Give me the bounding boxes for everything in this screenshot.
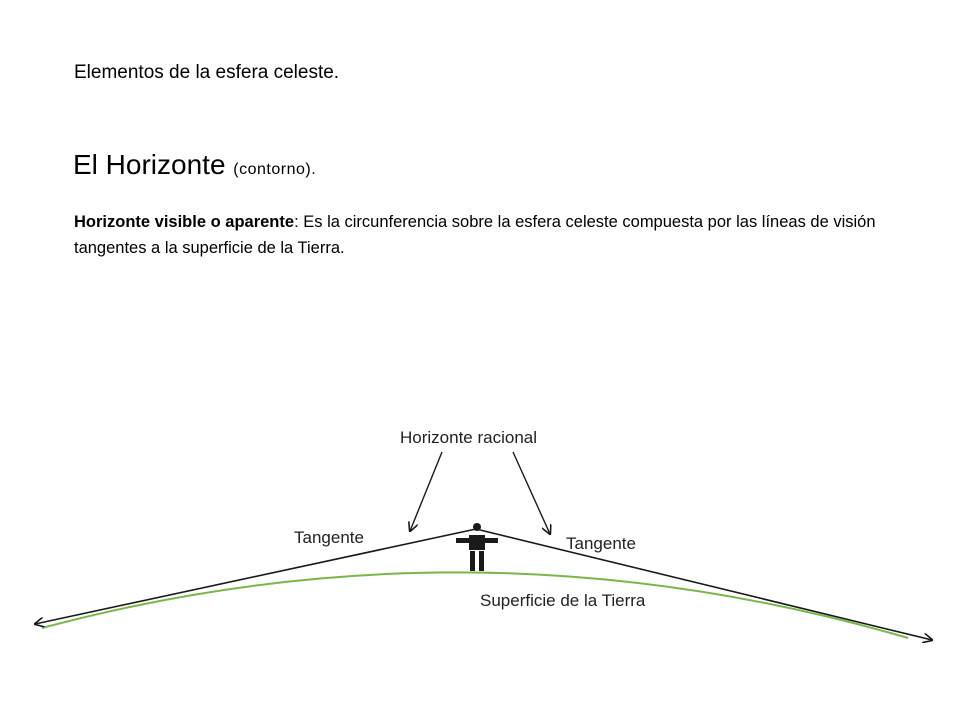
rational-horizon-arrow-left xyxy=(410,452,442,531)
section-title-note: (contorno). xyxy=(233,161,317,178)
tangent-label-left: Tangente xyxy=(294,528,364,547)
definition-term: Horizonte visible o aparente xyxy=(74,213,295,231)
definition-text: : Es la circunferencia sobre la esfera celeste compuesta por las líneas de visión tangentes a la superficie de la Tierra. xyxy=(74,213,876,257)
rational-horizon-label: Horizonte racional xyxy=(400,428,538,447)
earth-surface-label: Superficie de la Tierra xyxy=(480,591,646,610)
tangent-label-right: Tangente xyxy=(566,534,636,553)
rational-horizon-arrow-right xyxy=(513,452,550,534)
tangent-line-left xyxy=(35,529,476,624)
earth-surface-curve xyxy=(42,572,908,638)
tangent-line-right xyxy=(476,529,932,640)
observer-figure-icon xyxy=(456,523,498,571)
section-title-text: El Horizonte xyxy=(73,149,226,180)
slide-subtitle: Elementos de la esfera celeste. xyxy=(74,62,340,83)
